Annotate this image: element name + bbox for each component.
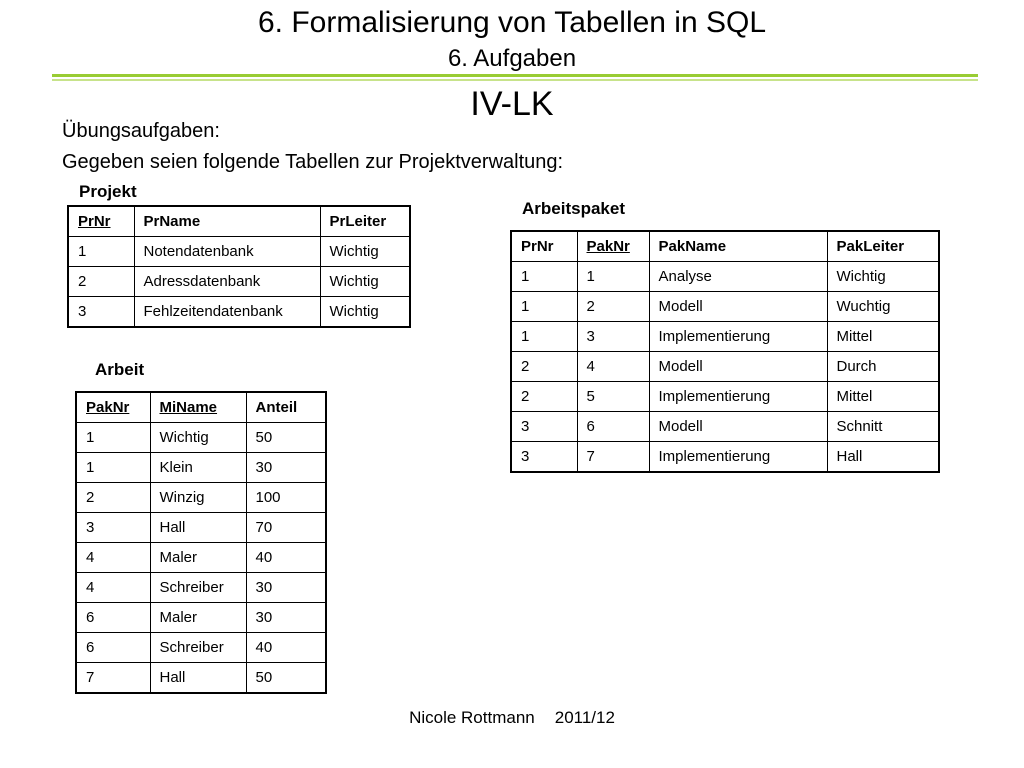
table-cell: Hall [150,513,246,543]
arbeitspaket-caption: Arbeitspaket [522,199,625,218]
table-cell: 30 [246,603,326,633]
column-header: PrNr [511,231,577,262]
table-cell: 1 [76,453,150,483]
table-cell: 3 [511,442,577,473]
table-row [76,453,326,483]
page-subtitle: 6. Aufgaben [447,45,577,72]
table-cell: Hall [827,442,939,473]
table-row [511,442,939,473]
footer [0,707,1024,729]
header-divider [52,74,978,77]
table-row [511,352,939,382]
table-row [68,267,410,297]
table-cell: 6 [76,633,150,663]
table-cell: Wuchtig [827,292,939,322]
table-cell: 6 [76,603,150,633]
footer-author: Nicole Rottmann [409,708,535,727]
table-header-row [76,392,326,423]
column-header: PrName [134,206,320,237]
table-cell: 30 [246,573,326,603]
table-cell: 50 [246,663,326,694]
table-cell: 100 [246,483,326,513]
table-cell: 3 [76,513,150,543]
intro-description: Gegeben seien folgende Tabellen zur Projektverwaltung: [62,151,564,173]
table-cell: Notendatenbank [134,237,320,267]
table-cell: 70 [246,513,326,543]
table-row [76,663,326,694]
table-row [511,412,939,442]
table-cell: 4 [76,573,150,603]
table-cell: 30 [246,453,326,483]
table-cell: 3 [68,297,134,328]
table-cell: 1 [68,237,134,267]
table-cell: Schreiber [150,573,246,603]
table-cell: Schreiber [150,633,246,663]
page-title: 6. Formalisierung von Tabellen in SQL [257,6,767,39]
table-cell: 2 [511,352,577,382]
intro-exercises: Übungsaufgaben: [62,120,220,142]
table-cell: Adressdatenbank [134,267,320,297]
table-cell: Schnitt [827,412,939,442]
table-cell: Klein [150,453,246,483]
table-cell: 2 [511,382,577,412]
column-header: PrNr [68,206,134,237]
table-cell: 7 [577,442,649,473]
table-cell: 5 [577,382,649,412]
table-row [511,382,939,412]
table-cell: Wichtig [320,267,410,297]
column-header: PakNr [577,231,649,262]
table-row [76,633,326,663]
table-cell: Implementierung [649,382,827,412]
footer-year: 2011/12 [554,708,615,727]
table-row [511,322,939,352]
table-cell: 1 [511,322,577,352]
table-cell: 6 [577,412,649,442]
table-row [68,237,410,267]
table-row [68,297,410,328]
column-header: PakName [649,231,827,262]
table-cell: 2 [68,267,134,297]
table-cell: 3 [511,412,577,442]
table-cell: Modell [649,292,827,322]
table-cell: 7 [76,663,150,694]
header-divider-light [52,79,978,81]
projekt-caption: Projekt [79,182,137,201]
table-header-row [511,231,939,262]
table-cell: Maler [150,603,246,633]
column-header: PrLeiter [320,206,410,237]
table-cell: 40 [246,633,326,663]
arbeitspaket-table [510,230,940,473]
table-cell: Implementierung [649,442,827,473]
table-cell: Modell [649,352,827,382]
projekt-table [67,205,411,328]
table-cell: 1 [577,262,649,292]
table-cell: 40 [246,543,326,573]
table-cell: Wichtig [150,423,246,453]
table-row [76,603,326,633]
table-cell: Analyse [649,262,827,292]
table-row [76,483,326,513]
table-row [76,543,326,573]
table-cell: 1 [511,292,577,322]
table-cell: Durch [827,352,939,382]
table-cell: Wichtig [827,262,939,292]
table-cell: 1 [511,262,577,292]
table-cell: Mittel [827,322,939,352]
column-header: Anteil [246,392,326,423]
table-row [511,262,939,292]
table-cell: Winzig [150,483,246,513]
table-row [76,573,326,603]
table-header-row [68,206,410,237]
table-row [76,513,326,543]
table-cell: Fehlzeitendatenbank [134,297,320,328]
table-row [511,292,939,322]
table-cell: Maler [150,543,246,573]
course-label: IV-LK [470,85,554,123]
table-cell: Wichtig [320,237,410,267]
table-cell: 50 [246,423,326,453]
table-cell: 2 [76,483,150,513]
column-header: MiName [150,392,246,423]
arbeit-caption: Arbeit [95,360,145,379]
table-cell: Implementierung [649,322,827,352]
arbeit-table [75,391,327,694]
table-cell: Modell [649,412,827,442]
table-cell: Mittel [827,382,939,412]
table-cell: 1 [76,423,150,453]
table-cell: 3 [577,322,649,352]
table-cell: 4 [577,352,649,382]
column-header: PakNr [76,392,150,423]
table-cell: 2 [577,292,649,322]
table-cell: 4 [76,543,150,573]
table-row [76,423,326,453]
table-cell: Wichtig [320,297,410,328]
column-header: PakLeiter [827,231,939,262]
table-cell: Hall [150,663,246,694]
